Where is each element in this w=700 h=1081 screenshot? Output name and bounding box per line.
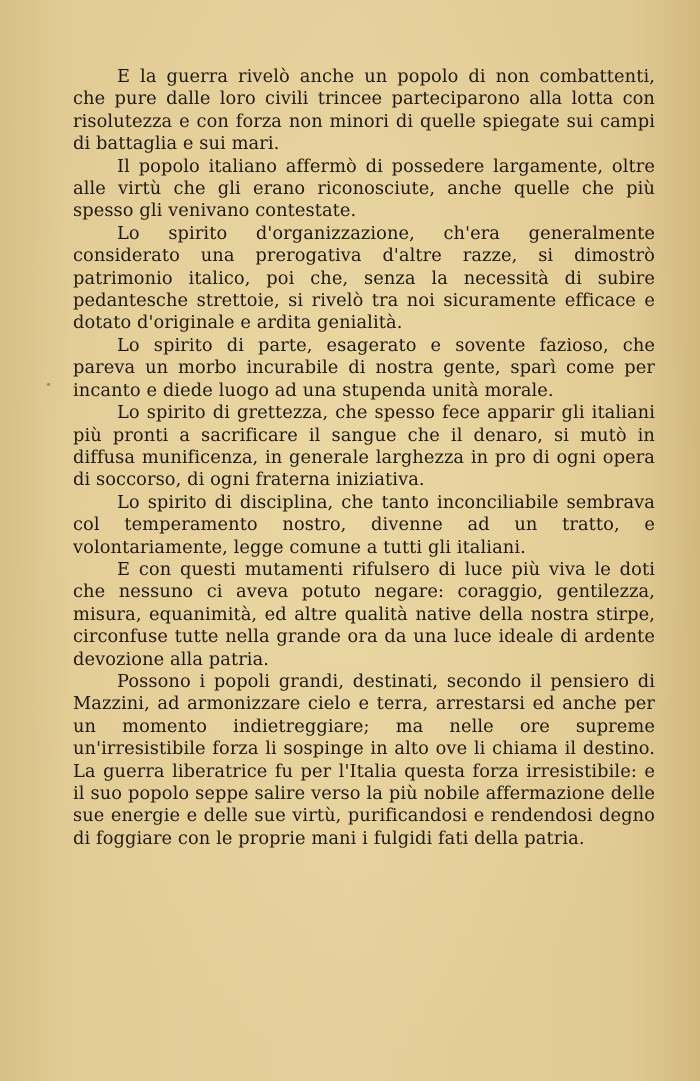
- paper-speck: [47, 383, 50, 386]
- paragraph-6: Lo spirito di disciplina, che tanto inconciliabile sembrava col temperamento nostro, divenne ad un tratto, e volontariamente, legge comune a tutti gli italiani.: [73, 491, 655, 558]
- paragraph-7: E con questi mutamenti rifulsero di luce più viva le doti che nessuno ci aveva potuto negare: coraggio, gentilezza, misura, equanimità, ed altre qualità native della nostra stirpe, circonfuse tutte nella grande ora da una luce ideale di ardente devozione alla patria.: [73, 558, 655, 670]
- body-text: [73, 66, 655, 850]
- paragraph-1: E la guerra rivelò anche un popolo di non combattenti, che pure dalle loro civili trincee parteciparono alla lotta con risolutezza e con forza non minori di quelle spiegate sui campi di battaglia e sui mari.: [73, 66, 655, 155]
- paragraph-4: Lo spirito di parte, esagerato e sovente fazioso, che pareva un morbo incurabile di nostra gente, sparì come per incanto e diede luogo ad una stupenda unità morale.: [73, 334, 655, 401]
- paragraph-5: Lo spirito di grettezza, che spesso fece apparir gli italiani più pronti a sacrificare il sangue che il denaro, si mutò in diffusa munificenza, in generale larghezza in pro di ogni opera di soccorso, di ogni fraterna iniziativa.: [73, 402, 655, 491]
- paragraph-3: Lo spirito d'organizzazione, ch'era generalmente considerato una prerogativa d'altre razze, si dimostrò patrimonio italico, poi che, senza la necessità di subire pedantesche strettoie, si rivelò tra noi sicuramente efficace e dotato d'originale e ardita genialità.: [73, 222, 655, 334]
- paragraph-2: Il popolo italiano affermò di possedere largamente, oltre alle virtù che gli erano riconosciute, anche quelle che più spesso gli venivano contestate.: [73, 155, 655, 222]
- paragraph-8: Possono i popoli grandi, destinati, secondo il pensiero di Mazzini, ad armonizzare cielo e terra, arrestarsi ed anche per un momento indietreggiare; ma nelle ore supreme un'irresistibile forza li sospinge in alto ove li chiama il destino. La guerra liberatrice fu per l'Italia questa forza irresistibile: e il suo popolo seppe salire verso la più nobile affermazione delle sue energie e delle sue virtù, purificandosi e rendendosi degno di foggiare con le proprie mani i fulgidi fati della patria.: [73, 670, 655, 849]
